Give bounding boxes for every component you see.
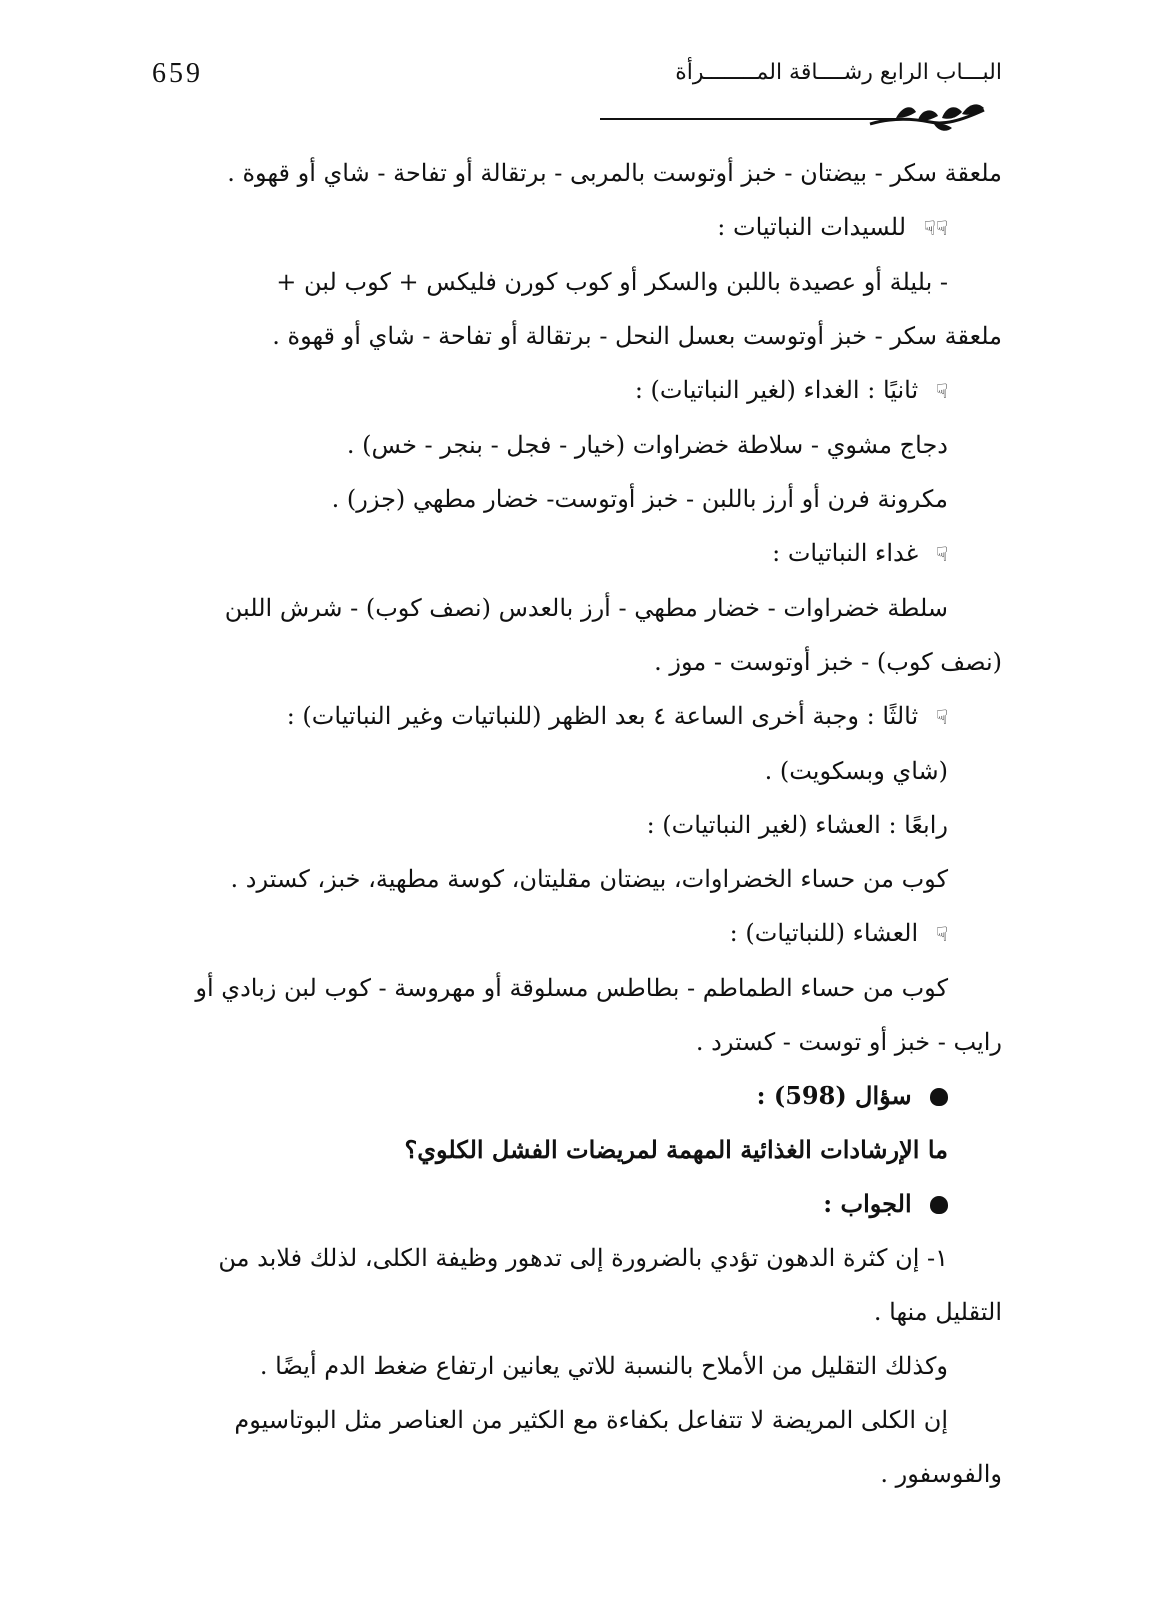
- hand-pointer-icon: ☟: [935, 542, 948, 566]
- body-line: والفوسفور .: [880, 1460, 1002, 1488]
- question-text: ما الإرشادات الغذائية المهمة لمريضات الفشل الكلوي؟: [404, 1135, 948, 1164]
- section-heading: [128, 693, 1002, 740]
- body-line: دجاج مشوي - سلاطة خضراوات (خيار - فجل - بنجر - خس) .: [346, 431, 948, 459]
- heading-text: ثانيًا : الغداء (لغير النباتيات) :: [634, 376, 919, 404]
- body-line: ملعقة سكر - بيضتان - خبز أوتوست بالمربى - برتقالة أو تفاحة - شاي أو قهوة .: [227, 159, 1002, 187]
- body-line: سلطة خضراوات - خضار مطهي - أرز بالعدس (نصف كوب) - شرش اللبن: [224, 594, 948, 622]
- hand-pointer-icon: ☟: [935, 379, 948, 403]
- body-line: ١- إن كثرة الدهون تؤدي بالضرورة إلى تدهور وظيفة الكلى، لذلك فلابد من: [218, 1244, 948, 1272]
- section-heading: [128, 204, 1002, 251]
- body-line: مكرونة فرن أو أرز باللبن - خبز أوتوست- خضار مطهي (جزر) .: [331, 485, 948, 513]
- heading-text: العشاء (للنباتيات) :: [729, 919, 919, 947]
- section-heading: [128, 910, 1002, 957]
- leaf-ornament-icon: [868, 100, 988, 136]
- page-number: 659: [152, 58, 203, 89]
- section-heading: رابعًا : العشاء (لغير النباتيات) :: [646, 811, 948, 839]
- heading-text: ثالثًا : وجبة أخرى الساعة ٤ بعد الظهر (للنباتيات وغير النباتيات) :: [286, 702, 919, 730]
- body-line: (نصف كوب) - خبز أوتوست - موز .: [654, 648, 1002, 676]
- apple-bullet-icon: [930, 1196, 948, 1214]
- body-line: - بليلة أو عصيدة باللبن والسكر أو كوب كورن فليكس + كوب لبن +: [276, 268, 948, 296]
- answer-label: الجواب :: [823, 1189, 912, 1218]
- heading-text: للسيدات النباتيات :: [717, 213, 906, 241]
- hand-pointer-icon: ☟: [935, 922, 948, 946]
- body-line: رايب - خبز أو توست - كسترد .: [695, 1028, 1002, 1056]
- page-body: [128, 150, 1002, 1505]
- body-line: إن الكلى المريضة لا تتفاعل بكفاءة مع الكثير من العناصر مثل البوتاسيوم: [234, 1406, 948, 1434]
- question-label: سؤال (598) :: [756, 1081, 912, 1110]
- body-line: التقليل منها .: [873, 1298, 1002, 1326]
- hand-pointer-icon: ☟☟: [923, 216, 948, 240]
- body-line: كوب من حساء الخضراوات، بيضتان مقليتان، كوسة مطهية، خبز، كسترد .: [230, 865, 948, 893]
- section-heading: [128, 367, 1002, 414]
- running-header: البـــاب الرابع رشــــاقة المــــــــرأة: [675, 60, 1002, 85]
- question-heading: [128, 1073, 1002, 1119]
- hand-pointer-icon: ☟: [935, 705, 948, 729]
- heading-text: غداء النباتيات :: [772, 539, 919, 567]
- body-line: ملعقة سكر - خبز أوتوست بعسل النحل - برتقالة أو تفاحة - شاي أو قهوة .: [272, 322, 1002, 350]
- answer-heading: [128, 1181, 1002, 1227]
- section-heading: [128, 530, 1002, 577]
- body-line: وكذلك التقليل من الأملاح بالنسبة للاتي يعانين ارتفاع ضغط الدم أيضًا .: [259, 1352, 948, 1380]
- body-line: كوب من حساء الطماطم - بطاطس مسلوقة أو مهروسة - كوب لبن زبادي أو: [195, 974, 948, 1002]
- body-line: (شاي وبسكويت) .: [764, 757, 948, 785]
- apple-bullet-icon: [930, 1088, 948, 1106]
- header-rule: [600, 118, 900, 120]
